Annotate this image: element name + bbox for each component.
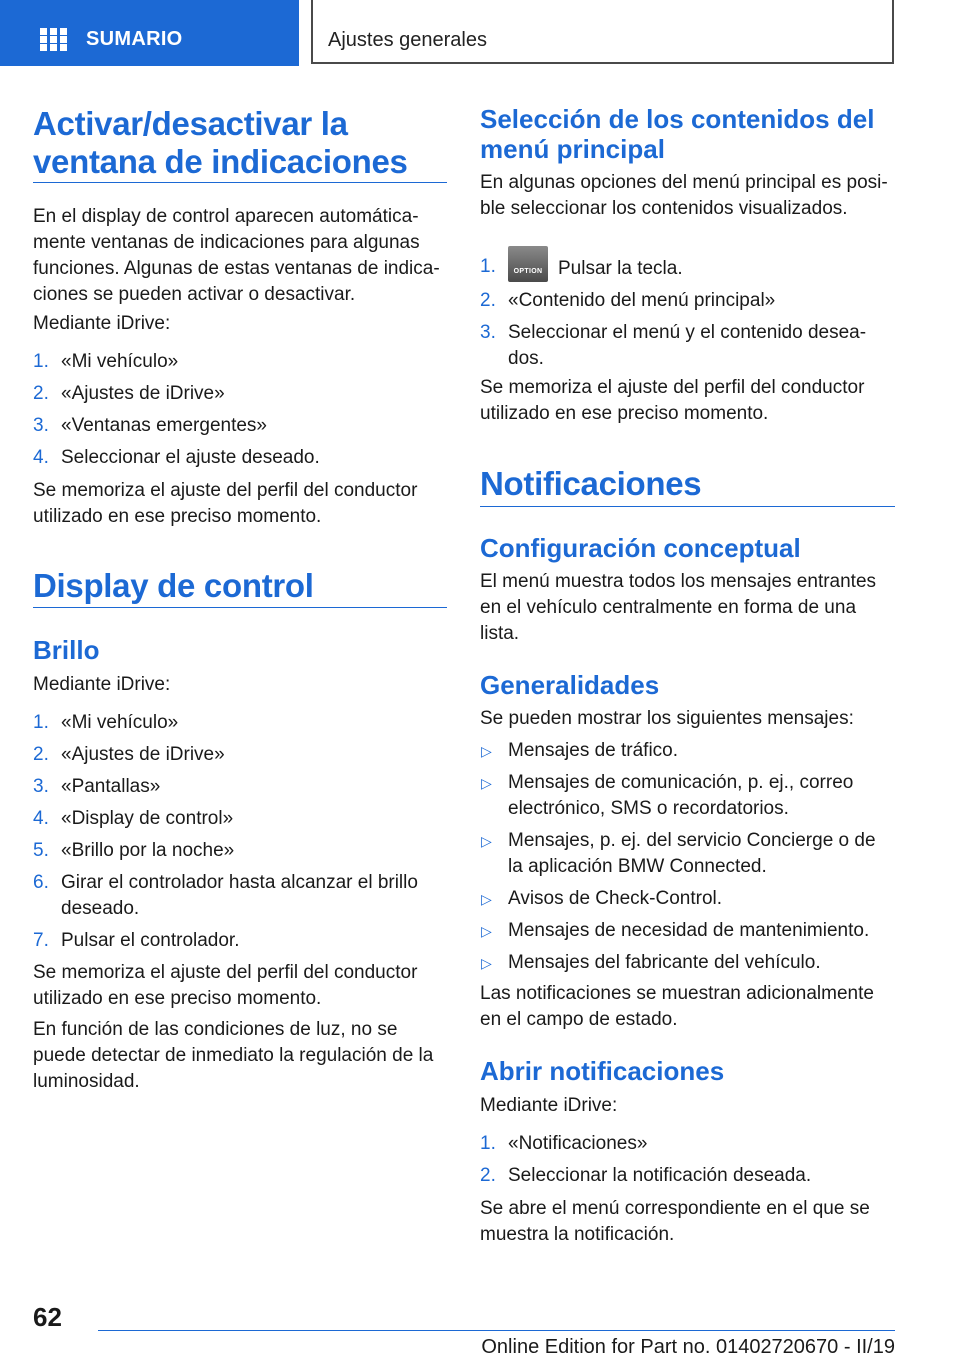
list-item: 3. Seleccionar el menú y el contenido deseados. <box>480 322 867 369</box>
contents-tab-label: SUMARIO <box>86 28 183 50</box>
list-item: ▷ Mensajes, p. ej. del servicio Concierge o de la aplicación BMW Connected. <box>481 830 876 877</box>
paragraph-via-idrive: Mediante iDrive: <box>33 313 171 334</box>
edition-note: Online Edition for Part no. 01402720670 - II/19 <box>481 1336 895 1358</box>
list-item: 7. Pulsar el controlador. <box>33 930 240 951</box>
bullet-triangle-icon: ▷ <box>481 923 492 939</box>
list-item: 4. Seleccionar el ajuste deseado. <box>33 447 320 468</box>
heading-rule <box>480 506 895 507</box>
section-header <box>311 0 894 64</box>
bullet-triangle-icon: ▷ <box>481 833 492 849</box>
bullet-triangle-icon: ▷ <box>481 743 492 759</box>
paragraph-light-conditions: En función de las condiciones de luz, no se puede detectar de inmediato la regulación de la luminosidad. <box>33 1019 434 1092</box>
paragraph-concept: El menú muestra todos los mensajes entrantes en el vehículo centralmente en forma de una lista. <box>480 571 877 644</box>
list-item: 2. «Ajustes de iDrive» <box>33 383 225 404</box>
message-types-list <box>480 738 895 976</box>
paragraph-profile-saved: Se memoriza el ajuste del perfil del conductor utilizado en ese preciso momento. <box>33 480 418 527</box>
heading-brightness: Brillo <box>33 635 100 665</box>
bullet-triangle-icon: ▷ <box>481 955 492 971</box>
list-item: 4. «Display de control» <box>33 808 234 829</box>
heading-rule <box>33 607 447 608</box>
list-item: 2. «Contenido del menú principal» <box>480 290 776 311</box>
list-item: 2. «Ajustes de iDrive» <box>33 744 225 765</box>
paragraph-popups-intro: En el display de control aparecen automáticamente ventanas de indicaciones para algunas funciones. Algunas de estas ventanas de indicaciones se pueden activar o desactivar. <box>33 206 440 305</box>
heading-control-display: Display de control <box>33 567 314 604</box>
page-number: 62 <box>33 1302 62 1332</box>
list-item: 2. Seleccionar la notificación deseada. <box>480 1165 812 1186</box>
bullet-triangle-icon: ▷ <box>481 891 492 907</box>
option-key-icon: OPTION <box>508 246 548 282</box>
steps-main-menu <box>480 246 895 372</box>
list-item: ▷ Avisos de Check-Control. <box>480 886 895 912</box>
section-title: Ajustes generales <box>328 29 487 51</box>
paragraph-profile-saved: Se memoriza el ajuste del perfil del conductor utilizado en ese preciso momento. <box>33 962 418 1009</box>
bullet-triangle-icon: ▷ <box>481 775 492 791</box>
paragraph-profile-saved: Se memoriza el ajuste del perfil del conductor utilizado en ese preciso momento. <box>480 377 865 424</box>
paragraph-via-idrive: Mediante iDrive: <box>480 1095 618 1116</box>
heading-concept: Configuración conceptual <box>480 533 801 563</box>
list-item: ▷ Mensajes de comunicación, p. ej., correo electrónico, SMS o recordatorios. <box>481 772 854 819</box>
steps-popups <box>33 349 447 471</box>
contents-tab[interactable] <box>0 0 299 66</box>
list-item: ▷ Mensajes de tráfico. <box>480 738 895 764</box>
heading-open-notifications: Abrir notificaciones <box>480 1056 725 1086</box>
paragraph-general: Se pueden mostrar los siguientes mensajes: <box>480 708 854 729</box>
paragraph-via-idrive: Mediante iDrive: <box>33 674 171 695</box>
list-item: 1. «Mi vehículo» <box>33 351 179 372</box>
list-item: 3. «Ventanas emergentes» <box>33 415 267 436</box>
list-item: ▷ Mensajes del fabricante del vehículo. <box>480 950 895 976</box>
paragraph-main-menu-intro: En algunas opciones del menú principal es posible seleccionar los contenidos visualizados. <box>480 172 888 219</box>
list-item: 5. «Brillo por la noche» <box>33 840 235 861</box>
paragraph-open-result: Se abre el menú correspondiente en el que se muestra la notificación. <box>480 1198 870 1245</box>
heading-rule <box>33 182 447 183</box>
footer-rule <box>98 1330 895 1331</box>
list-item: 6. Girar el controlador hasta alcanzar el brillo deseado. <box>33 872 418 919</box>
list-item: 3. «Pantallas» <box>33 776 161 797</box>
heading-main-menu-contents: Selección de los contenidos del menú principal <box>480 104 875 164</box>
steps-open-notifications <box>480 1131 895 1189</box>
list-item: ▷ Mensajes de necesidad de mantenimiento. <box>480 918 895 944</box>
paragraph-status-field: Las notificaciones se muestran adicionalmente en el campo de estado. <box>480 983 874 1030</box>
list-item: 1. OPTION Pulsar la tecla. <box>480 246 895 282</box>
heading-toggle-popups: Activar/desactivar la ventana de indicaciones <box>33 105 408 180</box>
list-item: 1. «Notificaciones» <box>480 1133 648 1154</box>
grid-menu-icon <box>40 28 67 51</box>
steps-brightness <box>33 710 447 954</box>
heading-notifications: Notificaciones <box>480 465 702 502</box>
heading-general: Generalidades <box>480 670 660 700</box>
list-item: 1. «Mi vehículo» <box>33 712 179 733</box>
